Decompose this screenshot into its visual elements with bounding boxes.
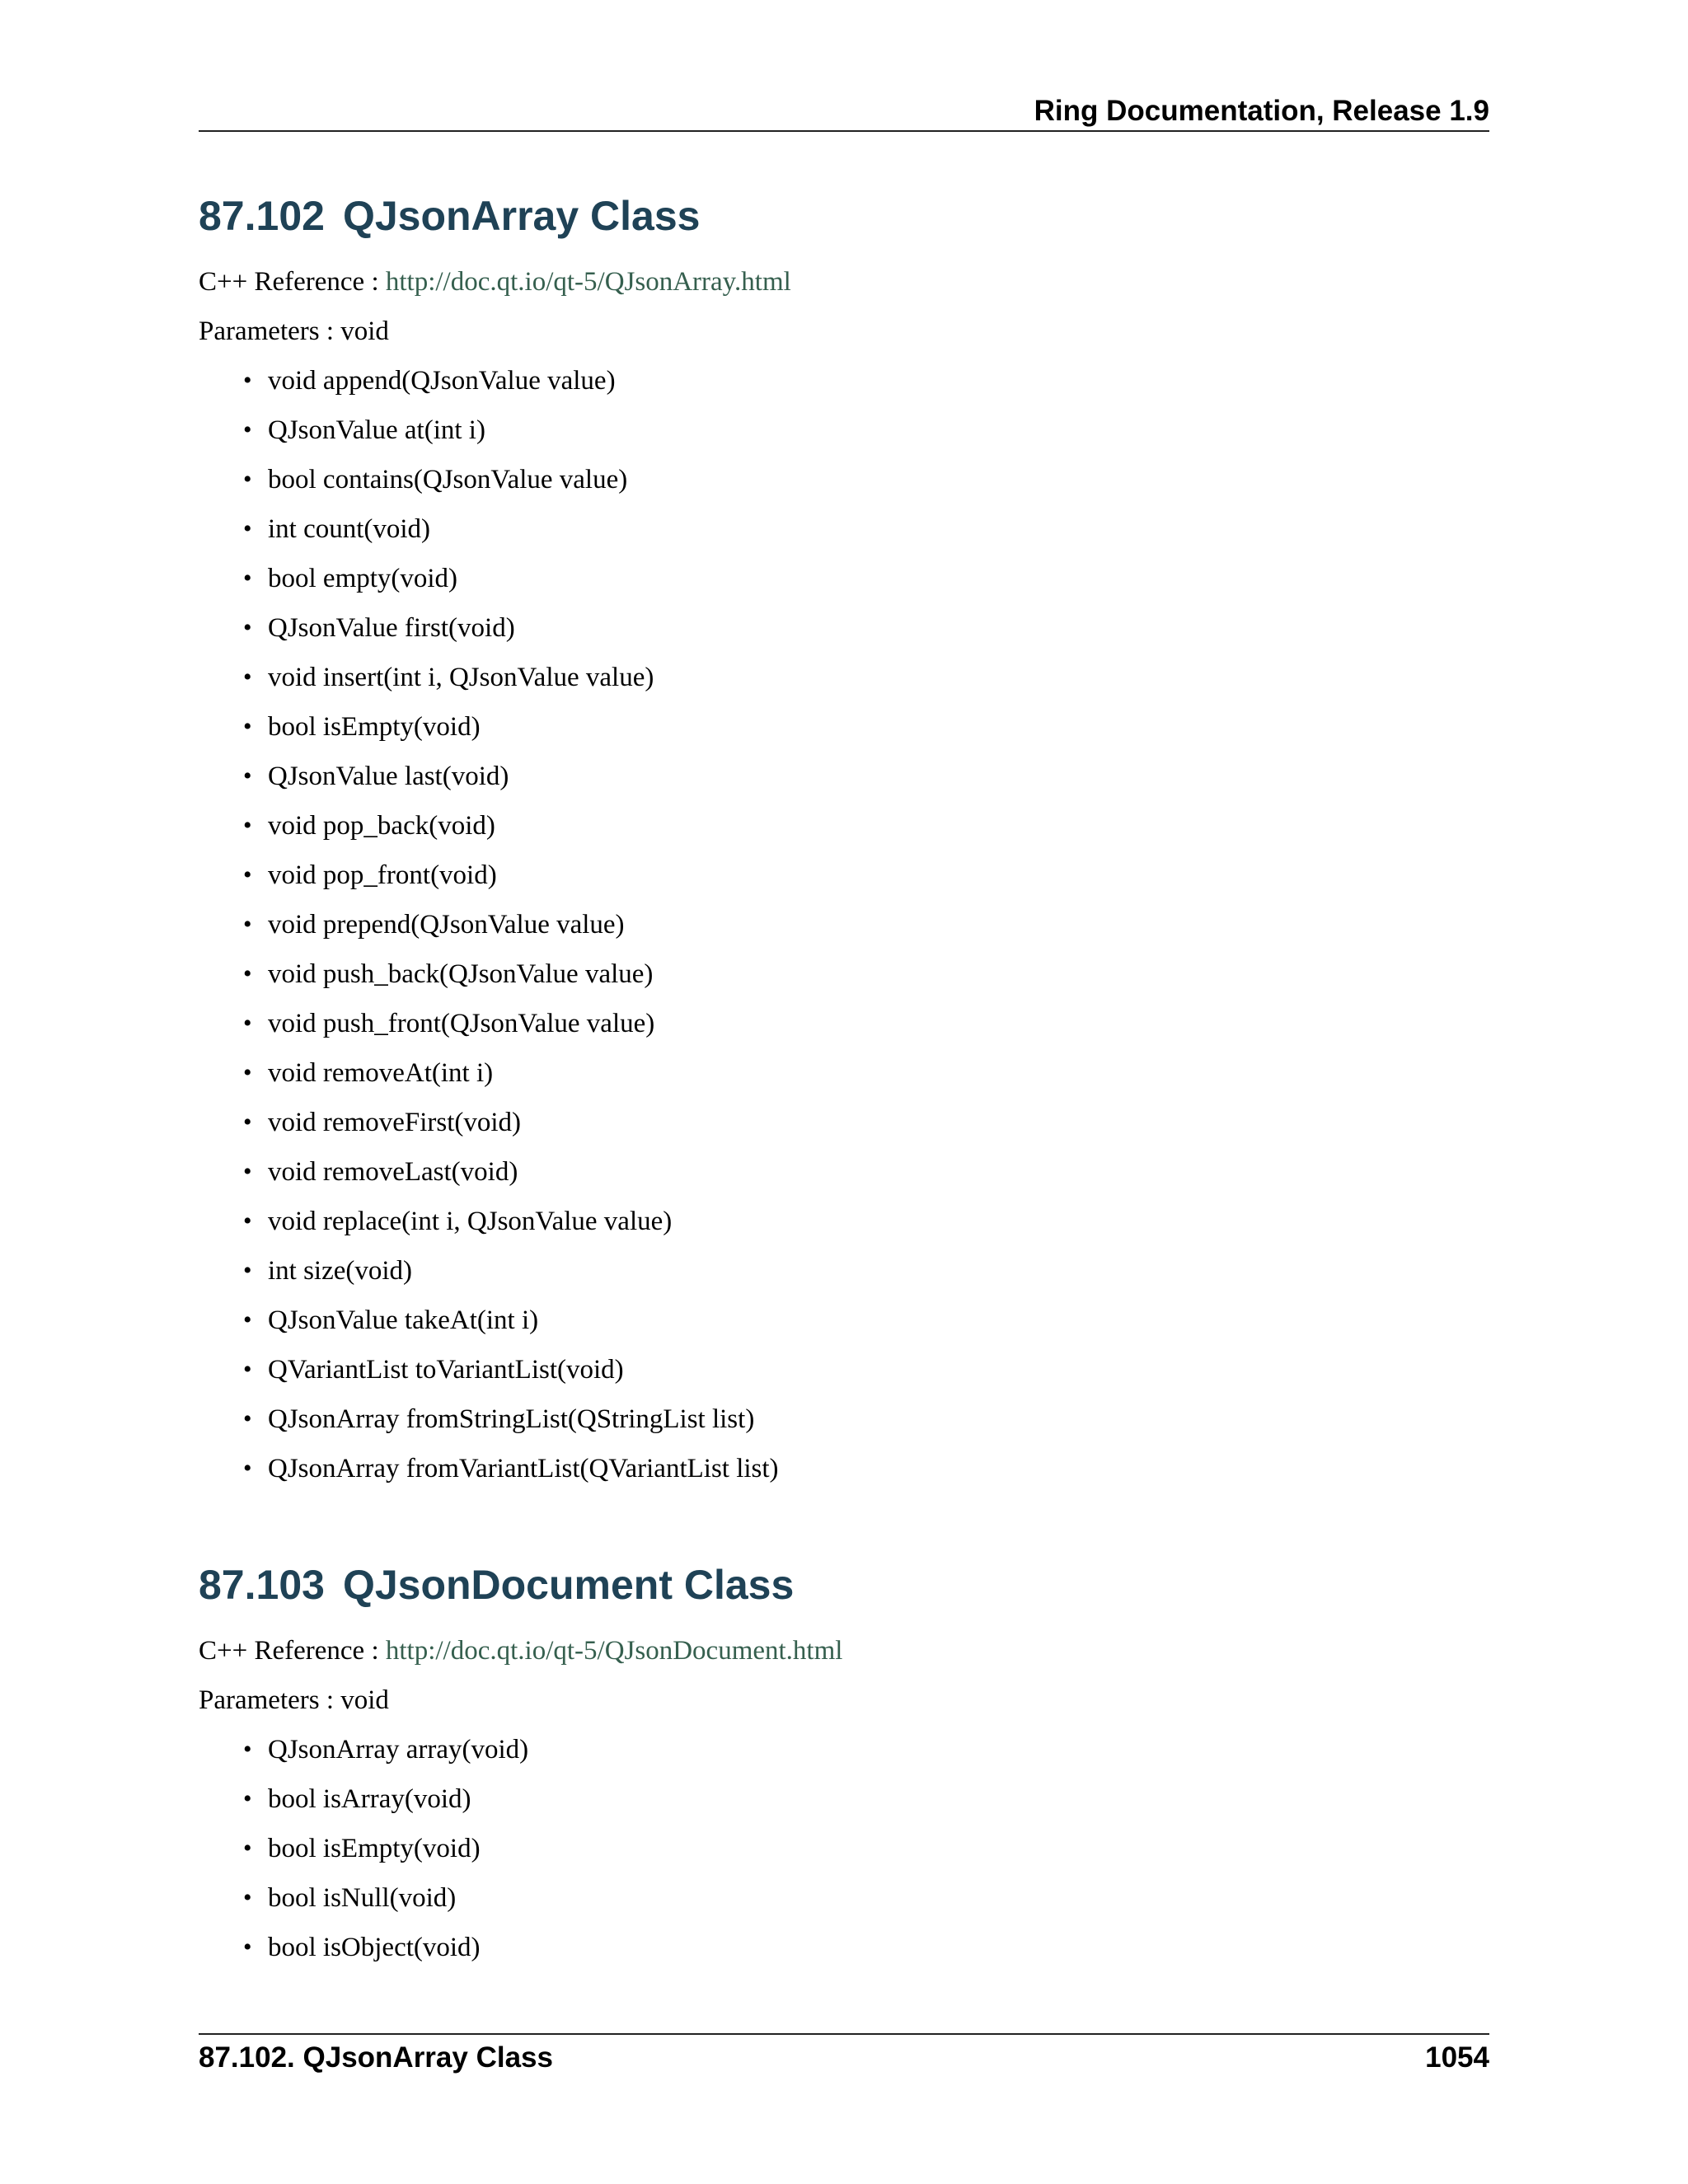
- parameters-line: Parameters : void: [199, 1685, 389, 1715]
- method-signature: QVariantList toVariantList(void): [268, 1355, 624, 1385]
- cpp-reference-link[interactable]: http://doc.qt.io/qt-5/QJsonArray.html: [385, 267, 791, 297]
- list-item: [243, 513, 1489, 562]
- page-number: 1054: [1425, 2041, 1489, 2074]
- method-signature: int size(void): [268, 1256, 413, 1286]
- list-item: [243, 1254, 1489, 1304]
- bullet-icon: •: [243, 960, 252, 987]
- list-item: [243, 562, 1489, 612]
- method-signature: void push_back(QJsonValue value): [268, 959, 654, 989]
- cpp-reference-line: [199, 1634, 1489, 1667]
- list-item: [243, 1403, 1489, 1452]
- method-signature: void insert(int i, QJsonValue value): [268, 663, 654, 692]
- method-signature: bool isEmpty(void): [268, 1834, 481, 1863]
- list-item: [243, 1304, 1489, 1353]
- list-item: [243, 1205, 1489, 1254]
- list-item: [243, 612, 1489, 661]
- list-item: [243, 661, 1489, 710]
- method-signature: void pop_front(void): [268, 860, 497, 890]
- list-item: [243, 1832, 1489, 1882]
- footer-rule: [199, 2033, 1489, 2035]
- bullet-icon: •: [243, 1306, 252, 1333]
- running-header: Ring Documentation, Release 1.9: [1034, 95, 1489, 127]
- list-item: [243, 1882, 1489, 1931]
- section-heading-text: QJsonArray Class: [342, 193, 701, 239]
- section-heading-text: QJsonDocument Class: [342, 1562, 795, 1608]
- bullet-icon: •: [243, 466, 252, 493]
- cpp-reference-line: [199, 265, 1489, 298]
- bullet-icon: •: [243, 1257, 252, 1284]
- list-item: [243, 1733, 1489, 1783]
- bullet-icon: •: [243, 1933, 252, 1961]
- method-signature: void prepend(QJsonValue value): [268, 910, 625, 940]
- list-item: [243, 809, 1489, 859]
- list-item: [243, 908, 1489, 958]
- bullet-icon: •: [243, 1010, 252, 1037]
- bullet-icon: •: [243, 812, 252, 839]
- list-item: [243, 364, 1489, 414]
- cpp-reference-label: C++ Reference :: [199, 1636, 379, 1666]
- method-signature: QJsonValue takeAt(int i): [268, 1305, 539, 1335]
- list-item: [243, 760, 1489, 809]
- parameters-line: Parameters : void: [199, 316, 389, 346]
- bullet-icon: •: [243, 1158, 252, 1185]
- method-signature: QJsonValue first(void): [268, 613, 515, 643]
- document-page: [199, 0, 1489, 2184]
- list-item: [243, 1057, 1489, 1106]
- section-title: [199, 186, 1489, 246]
- list-item: [243, 958, 1489, 1007]
- bullet-icon: •: [243, 713, 252, 740]
- method-list: [199, 364, 1489, 1502]
- bullet-icon: •: [243, 565, 252, 592]
- method-list: [199, 1733, 1489, 1980]
- bullet-icon: •: [243, 663, 252, 691]
- bullet-icon: •: [243, 515, 252, 542]
- method-signature: QJsonValue last(void): [268, 762, 509, 791]
- method-signature: bool empty(void): [268, 564, 458, 593]
- method-signature: void push_front(QJsonValue value): [268, 1009, 655, 1038]
- bullet-icon: •: [243, 1455, 252, 1482]
- bullet-icon: •: [243, 1108, 252, 1136]
- bullet-icon: •: [243, 1059, 252, 1086]
- bullet-icon: •: [243, 762, 252, 790]
- bullet-icon: •: [243, 614, 252, 641]
- section-qjsondocument: [199, 1555, 1489, 1980]
- bullet-icon: •: [243, 1356, 252, 1383]
- section-number: 87.102: [199, 193, 325, 239]
- bullet-icon: •: [243, 911, 252, 938]
- list-item: [243, 1783, 1489, 1832]
- list-item: [243, 463, 1489, 513]
- method-signature: int count(void): [268, 514, 431, 544]
- bullet-icon: •: [243, 1736, 252, 1763]
- header-rule: [199, 130, 1489, 132]
- method-signature: bool contains(QJsonValue value): [268, 465, 628, 494]
- method-signature: bool isObject(void): [268, 1933, 481, 1962]
- list-item: [243, 1155, 1489, 1205]
- list-item: [243, 414, 1489, 463]
- bullet-icon: •: [243, 1405, 252, 1432]
- list-item: [243, 1931, 1489, 1980]
- list-item: [243, 1106, 1489, 1155]
- method-signature: bool isNull(void): [268, 1883, 457, 1913]
- list-item: [243, 1452, 1489, 1502]
- method-signature: QJsonValue at(int i): [268, 415, 485, 445]
- section-qjsonarray: [199, 186, 1489, 1502]
- bullet-icon: •: [243, 1785, 252, 1812]
- section-number: 87.103: [199, 1562, 325, 1608]
- method-signature: QJsonArray fromStringList(QStringList list): [268, 1404, 755, 1434]
- bullet-icon: •: [243, 1207, 252, 1235]
- method-signature: QJsonArray fromVariantList(QVariantList list): [268, 1454, 779, 1483]
- footer-section-label: 87.102. QJsonArray Class: [199, 2041, 553, 2074]
- list-item: [243, 859, 1489, 908]
- list-item: [243, 1007, 1489, 1057]
- cpp-reference-link[interactable]: http://doc.qt.io/qt-5/QJsonDocument.html: [385, 1636, 843, 1666]
- bullet-icon: •: [243, 367, 252, 394]
- section-title: [199, 1555, 1489, 1615]
- list-item: [243, 710, 1489, 760]
- method-signature: void removeFirst(void): [268, 1108, 522, 1137]
- bullet-icon: •: [243, 861, 252, 888]
- method-signature: bool isArray(void): [268, 1784, 471, 1814]
- list-item: [243, 1353, 1489, 1403]
- method-signature: void removeLast(void): [268, 1157, 518, 1187]
- method-signature: QJsonArray array(void): [268, 1735, 529, 1765]
- method-signature: bool isEmpty(void): [268, 712, 481, 742]
- method-signature: void replace(int i, QJsonValue value): [268, 1207, 673, 1236]
- bullet-icon: •: [243, 1835, 252, 1862]
- cpp-reference-label: C++ Reference :: [199, 267, 379, 297]
- bullet-icon: •: [243, 416, 252, 443]
- method-signature: void append(QJsonValue value): [268, 366, 616, 396]
- method-signature: void pop_back(void): [268, 811, 495, 841]
- bullet-icon: •: [243, 1884, 252, 1911]
- method-signature: void removeAt(int i): [268, 1058, 494, 1088]
